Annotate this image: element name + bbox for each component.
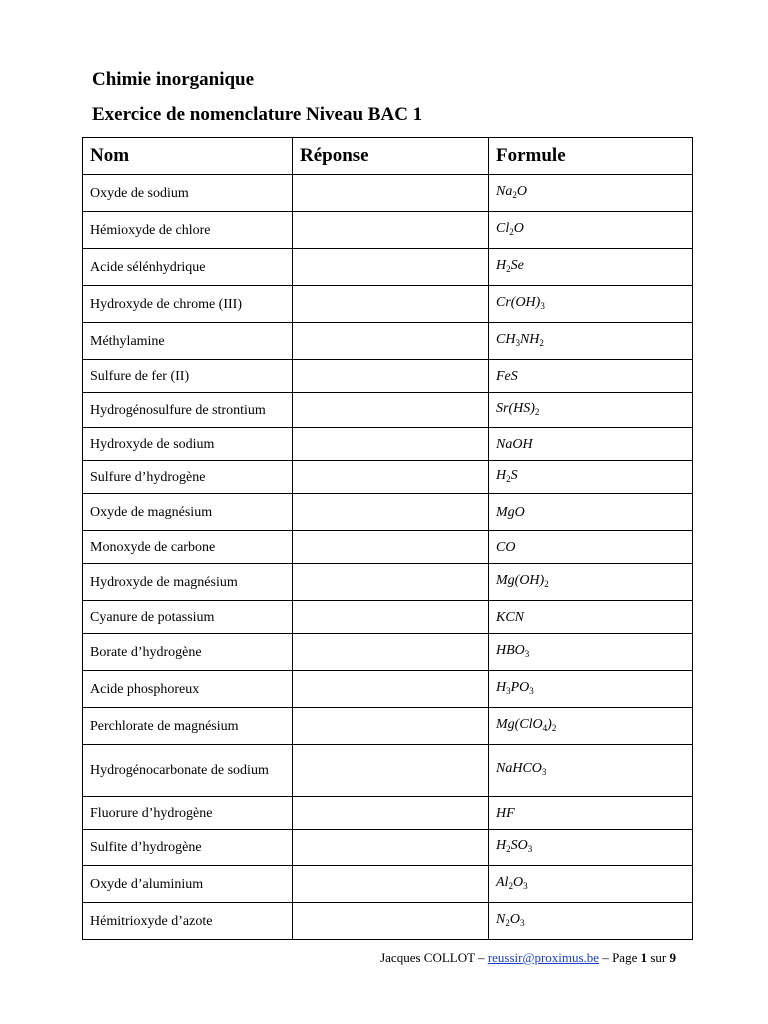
cell-nom: Hémioxyde de chlore xyxy=(83,212,293,249)
cell-formule: MgO xyxy=(489,494,693,531)
cell-formule: $Sr(HS)_2$ xyxy=(489,393,693,428)
cell-nom: Hydrogénosulfure de strontium xyxy=(83,393,293,428)
cell-reponse[interactable] xyxy=(293,323,489,360)
footer-page-total: 9 xyxy=(669,950,676,965)
cell-formule: NaOH xyxy=(489,428,693,461)
cell-nom: Fluorure d’hydrogène xyxy=(83,797,293,830)
table-row xyxy=(83,393,693,428)
cell-reponse[interactable] xyxy=(293,745,489,797)
cell-nom: Sulfite d’hydrogène xyxy=(83,830,293,866)
cell-reponse[interactable] xyxy=(293,531,489,564)
table-row xyxy=(83,531,693,564)
cell-formule: CO xyxy=(489,531,693,564)
footer-page-prefix: – Page xyxy=(602,950,638,965)
cell-reponse[interactable] xyxy=(293,797,489,830)
column-header-nom: Nom xyxy=(83,138,293,175)
page-footer xyxy=(380,950,676,966)
cell-formule: FeS xyxy=(489,360,693,393)
table-row xyxy=(83,634,693,671)
table-row xyxy=(83,671,693,708)
cell-formule: $H_3PO_3$ xyxy=(489,671,693,708)
cell-nom: Perchlorate de magnésium xyxy=(83,708,293,745)
cell-formule: $Mg(OH)_2$ xyxy=(489,564,693,601)
table-row xyxy=(83,428,693,461)
cell-nom: Hémitrioxyde d’azote xyxy=(83,903,293,940)
page-subtitle: Exercice de nomenclature Niveau BAC 1 xyxy=(92,104,423,125)
footer-email-link[interactable]: reussir@proximus.be xyxy=(487,950,600,965)
cell-nom: Sulfure de fer (II) xyxy=(83,360,293,393)
cell-formule: $Cl_2O$ xyxy=(489,212,693,249)
cell-formule: $Na_2O$ xyxy=(489,175,693,212)
cell-formule: $Mg(ClO_4)_2$ xyxy=(489,708,693,745)
footer-author: Jacques COLLOT – xyxy=(380,950,485,965)
page-title: Chimie inorganique xyxy=(92,69,255,90)
cell-reponse[interactable] xyxy=(293,601,489,634)
cell-reponse[interactable] xyxy=(293,903,489,940)
cell-reponse[interactable] xyxy=(293,671,489,708)
cell-reponse[interactable] xyxy=(293,360,489,393)
table-row xyxy=(83,830,693,866)
table-row xyxy=(83,323,693,360)
table-row xyxy=(83,866,693,903)
cell-reponse[interactable] xyxy=(293,286,489,323)
cell-reponse[interactable] xyxy=(293,830,489,866)
cell-nom: Cyanure de potassium xyxy=(83,601,293,634)
column-header-formule: Formule xyxy=(489,138,693,175)
cell-nom: Oxyde de sodium xyxy=(83,175,293,212)
footer-page-sep: sur xyxy=(650,950,667,965)
table-row xyxy=(83,601,693,634)
cell-nom: Hydroxyde de sodium xyxy=(83,428,293,461)
table-row xyxy=(83,745,693,797)
cell-nom: Oxyde de magnésium xyxy=(83,494,293,531)
cell-reponse[interactable] xyxy=(293,428,489,461)
cell-reponse[interactable] xyxy=(293,494,489,531)
cell-formule: $Cr(OH)_3$ xyxy=(489,286,693,323)
table-row xyxy=(83,797,693,830)
cell-formule: $N_2O_3$ xyxy=(489,903,693,940)
cell-reponse[interactable] xyxy=(293,708,489,745)
table-row xyxy=(83,175,693,212)
column-header-reponse: Réponse xyxy=(293,138,489,175)
cell-reponse[interactable] xyxy=(293,461,489,494)
table-row xyxy=(83,212,693,249)
cell-nom: Méthylamine xyxy=(83,323,293,360)
table-header-row xyxy=(83,138,693,175)
nomenclature-table xyxy=(82,137,693,940)
table-row xyxy=(83,249,693,286)
table-row xyxy=(83,708,693,745)
cell-formule: $Al_2O_3$ xyxy=(489,866,693,903)
cell-formule: NaHCO$_3$ xyxy=(489,745,693,797)
cell-formule: $HBO_3$ xyxy=(489,634,693,671)
cell-reponse[interactable] xyxy=(293,393,489,428)
table-row xyxy=(83,461,693,494)
cell-reponse[interactable] xyxy=(293,175,489,212)
cell-formule: KCN xyxy=(489,601,693,634)
table-row xyxy=(83,903,693,940)
cell-nom: Monoxyde de carbone xyxy=(83,531,293,564)
table-row xyxy=(83,286,693,323)
cell-formule: $H_2S$ xyxy=(489,461,693,494)
cell-nom: Oxyde d’aluminium xyxy=(83,866,293,903)
cell-nom: Hydrogénocarbonate de sodium xyxy=(83,745,293,797)
table-row xyxy=(83,494,693,531)
cell-nom: Sulfure d’hydrogène xyxy=(83,461,293,494)
cell-formule: $H_2SO_3$ xyxy=(489,830,693,866)
cell-nom: Borate d’hydrogène xyxy=(83,634,293,671)
cell-nom: Acide phosphoreux xyxy=(83,671,293,708)
cell-nom: Hydroxyde de magnésium xyxy=(83,564,293,601)
cell-nom: Acide sélénhydrique xyxy=(83,249,293,286)
cell-reponse[interactable] xyxy=(293,564,489,601)
table-row xyxy=(83,360,693,393)
cell-reponse[interactable] xyxy=(293,249,489,286)
cell-reponse[interactable] xyxy=(293,866,489,903)
cell-formule: $H_2Se$ xyxy=(489,249,693,286)
cell-reponse[interactable] xyxy=(293,634,489,671)
cell-nom: Hydroxyde de chrome (III) xyxy=(83,286,293,323)
cell-formule: $CH_3NH_2$ xyxy=(489,323,693,360)
footer-page-current: 1 xyxy=(640,950,648,965)
table-row xyxy=(83,564,693,601)
cell-reponse[interactable] xyxy=(293,212,489,249)
cell-formule: HF xyxy=(489,797,693,830)
table-body xyxy=(83,175,693,940)
